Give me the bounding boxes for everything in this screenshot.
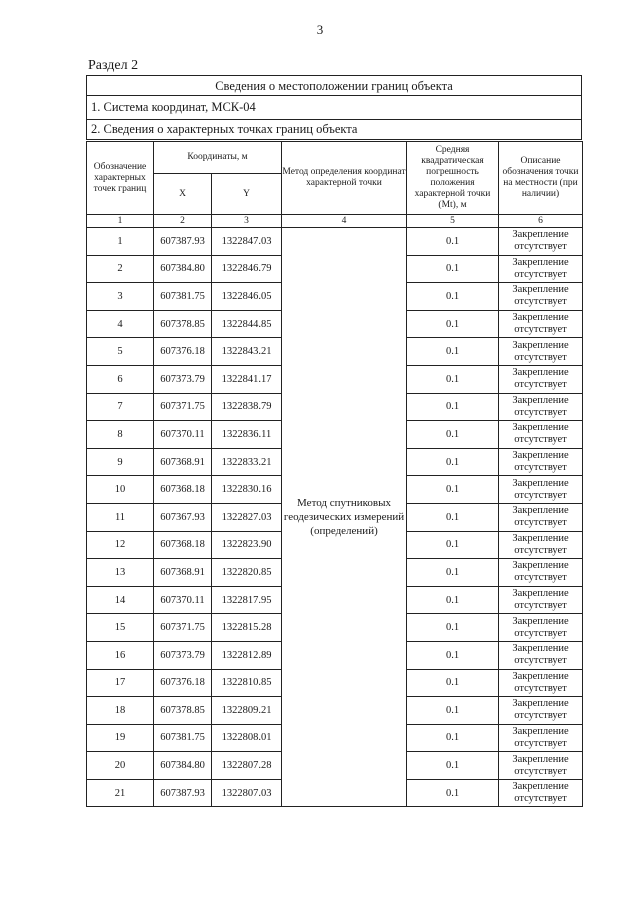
point-number: 14 bbox=[87, 586, 154, 614]
coord-x: 607378.85 bbox=[154, 697, 212, 725]
coord-y: 1322847.03 bbox=[212, 228, 282, 256]
accuracy-value: 0.1 bbox=[407, 476, 499, 504]
point-description: Закрепление отсутствует bbox=[499, 228, 583, 256]
points-info-line: 2. Сведения о характерных точках границ объекта bbox=[86, 120, 582, 140]
point-number: 15 bbox=[87, 614, 154, 642]
point-description: Закрепление отсутствует bbox=[499, 669, 583, 697]
boundary-points-table bbox=[86, 141, 583, 807]
page-number: 3 bbox=[316, 22, 324, 37]
coord-y: 1322827.03 bbox=[212, 503, 282, 531]
coord-x: 607368.91 bbox=[154, 448, 212, 476]
point-number: 19 bbox=[87, 724, 154, 752]
coord-y: 1322809.21 bbox=[212, 697, 282, 725]
header-point-designation: Обозначение характерных точек границ bbox=[87, 142, 154, 215]
coord-y: 1322808.01 bbox=[212, 724, 282, 752]
coord-y: 1322820.85 bbox=[212, 559, 282, 587]
coord-y: 1322841.17 bbox=[212, 365, 282, 393]
coord-x: 607387.93 bbox=[154, 779, 212, 807]
coord-y: 1322846.79 bbox=[212, 255, 282, 283]
coord-x: 607368.18 bbox=[154, 476, 212, 504]
coord-y: 1322807.03 bbox=[212, 779, 282, 807]
coord-x: 607370.11 bbox=[154, 586, 212, 614]
section-label: Раздел 2 bbox=[88, 58, 139, 73]
accuracy-value: 0.1 bbox=[407, 421, 499, 449]
column-numbers-row bbox=[87, 215, 583, 228]
coord-system-label: 1. Система координат, bbox=[91, 100, 209, 114]
accuracy-value: 0.1 bbox=[407, 503, 499, 531]
accuracy-value: 0.1 bbox=[407, 641, 499, 669]
point-description: Закрепление отсутствует bbox=[499, 586, 583, 614]
coord-y: 1322823.90 bbox=[212, 531, 282, 559]
point-description: Закрепление отсутствует bbox=[499, 531, 583, 559]
coord-y: 1322833.21 bbox=[212, 448, 282, 476]
column-number: 4 bbox=[282, 215, 407, 228]
accuracy-value: 0.1 bbox=[407, 255, 499, 283]
method-cell: Метод спутниковых геодезических измерений (определений) bbox=[282, 228, 407, 807]
point-description: Закрепление отсутствует bbox=[499, 310, 583, 338]
accuracy-value: 0.1 bbox=[407, 697, 499, 725]
coord-y: 1322812.89 bbox=[212, 641, 282, 669]
point-number: 3 bbox=[87, 283, 154, 311]
point-number: 12 bbox=[87, 531, 154, 559]
point-number: 8 bbox=[87, 421, 154, 449]
header-coordinates: Координаты, м bbox=[154, 142, 282, 174]
point-number: 6 bbox=[87, 365, 154, 393]
table-title: Сведения о местоположении границ объекта bbox=[86, 75, 582, 96]
table-row bbox=[87, 228, 583, 256]
coord-y: 1322830.16 bbox=[212, 476, 282, 504]
accuracy-value: 0.1 bbox=[407, 752, 499, 780]
point-description: Закрепление отсутствует bbox=[499, 338, 583, 366]
point-number: 7 bbox=[87, 393, 154, 421]
accuracy-value: 0.1 bbox=[407, 338, 499, 366]
point-description: Закрепление отсутствует bbox=[499, 559, 583, 587]
point-number: 16 bbox=[87, 641, 154, 669]
coord-system-line bbox=[86, 96, 582, 120]
coord-x: 607378.85 bbox=[154, 310, 212, 338]
coord-y: 1322817.95 bbox=[212, 586, 282, 614]
column-number: 1 bbox=[87, 215, 154, 228]
coord-x: 607367.93 bbox=[154, 503, 212, 531]
point-description: Закрепление отсутствует bbox=[499, 283, 583, 311]
point-description: Закрепление отсутствует bbox=[499, 421, 583, 449]
coord-x: 607376.18 bbox=[154, 669, 212, 697]
coord-y: 1322844.85 bbox=[212, 310, 282, 338]
coord-x: 607384.80 bbox=[154, 255, 212, 283]
coord-y: 1322810.85 bbox=[212, 669, 282, 697]
point-number: 13 bbox=[87, 559, 154, 587]
point-description: Закрепление отсутствует bbox=[499, 641, 583, 669]
accuracy-value: 0.1 bbox=[407, 724, 499, 752]
coord-system-value: МСК-04 bbox=[211, 100, 256, 114]
coord-x: 607373.79 bbox=[154, 365, 212, 393]
point-description: Закрепление отсутствует bbox=[499, 476, 583, 504]
accuracy-value: 0.1 bbox=[407, 393, 499, 421]
coord-x: 607373.79 bbox=[154, 641, 212, 669]
point-number: 11 bbox=[87, 503, 154, 531]
accuracy-value: 0.1 bbox=[407, 283, 499, 311]
point-description: Закрепление отсутствует bbox=[499, 503, 583, 531]
point-number: 2 bbox=[87, 255, 154, 283]
header-accuracy: Средняя квадратическая погрешность положения характерной точки (Mt), м bbox=[407, 142, 499, 215]
coord-x: 607368.91 bbox=[154, 559, 212, 587]
coord-x: 607381.75 bbox=[154, 283, 212, 311]
coord-x: 607387.93 bbox=[154, 228, 212, 256]
coord-y: 1322807.28 bbox=[212, 752, 282, 780]
point-number: 18 bbox=[87, 697, 154, 725]
accuracy-value: 0.1 bbox=[407, 228, 499, 256]
point-description: Закрепление отсутствует bbox=[499, 255, 583, 283]
column-number: 6 bbox=[499, 215, 583, 228]
column-number: 5 bbox=[407, 215, 499, 228]
accuracy-value: 0.1 bbox=[407, 448, 499, 476]
point-number: 20 bbox=[87, 752, 154, 780]
coord-y: 1322846.05 bbox=[212, 283, 282, 311]
column-number: 2 bbox=[154, 215, 212, 228]
point-number: 17 bbox=[87, 669, 154, 697]
accuracy-value: 0.1 bbox=[407, 365, 499, 393]
coord-y: 1322838.79 bbox=[212, 393, 282, 421]
point-number: 5 bbox=[87, 338, 154, 366]
point-number: 21 bbox=[87, 779, 154, 807]
coord-y: 1322836.11 bbox=[212, 421, 282, 449]
coord-x: 607368.18 bbox=[154, 531, 212, 559]
point-number: 9 bbox=[87, 448, 154, 476]
coord-x: 607376.18 bbox=[154, 338, 212, 366]
accuracy-value: 0.1 bbox=[407, 586, 499, 614]
accuracy-value: 0.1 bbox=[407, 669, 499, 697]
coord-x: 607384.80 bbox=[154, 752, 212, 780]
point-description: Закрепление отсутствует bbox=[499, 393, 583, 421]
header-x: X bbox=[154, 174, 212, 215]
coord-x: 607371.75 bbox=[154, 614, 212, 642]
point-description: Закрепление отсутствует bbox=[499, 448, 583, 476]
coord-y: 1322815.28 bbox=[212, 614, 282, 642]
coord-y: 1322843.21 bbox=[212, 338, 282, 366]
coord-x: 607371.75 bbox=[154, 393, 212, 421]
header-description: Описание обозначения точки на местности (при наличии) bbox=[499, 142, 583, 215]
point-description: Закрепление отсутствует bbox=[499, 365, 583, 393]
header-y: Y bbox=[212, 174, 282, 215]
accuracy-value: 0.1 bbox=[407, 310, 499, 338]
point-description: Закрепление отсутствует bbox=[499, 697, 583, 725]
column-number: 3 bbox=[212, 215, 282, 228]
accuracy-value: 0.1 bbox=[407, 559, 499, 587]
point-number: 1 bbox=[87, 228, 154, 256]
point-number: 4 bbox=[87, 310, 154, 338]
coord-x: 607370.11 bbox=[154, 421, 212, 449]
point-description: Закрепление отсутствует bbox=[499, 724, 583, 752]
point-number: 10 bbox=[87, 476, 154, 504]
point-description: Закрепление отсутствует bbox=[499, 779, 583, 807]
accuracy-value: 0.1 bbox=[407, 779, 499, 807]
header-method: Метод определения координат характерной точки bbox=[282, 142, 407, 215]
accuracy-value: 0.1 bbox=[407, 614, 499, 642]
accuracy-value: 0.1 bbox=[407, 531, 499, 559]
coord-x: 607381.75 bbox=[154, 724, 212, 752]
point-description: Закрепление отсутствует bbox=[499, 614, 583, 642]
point-description: Закрепление отсутствует bbox=[499, 752, 583, 780]
